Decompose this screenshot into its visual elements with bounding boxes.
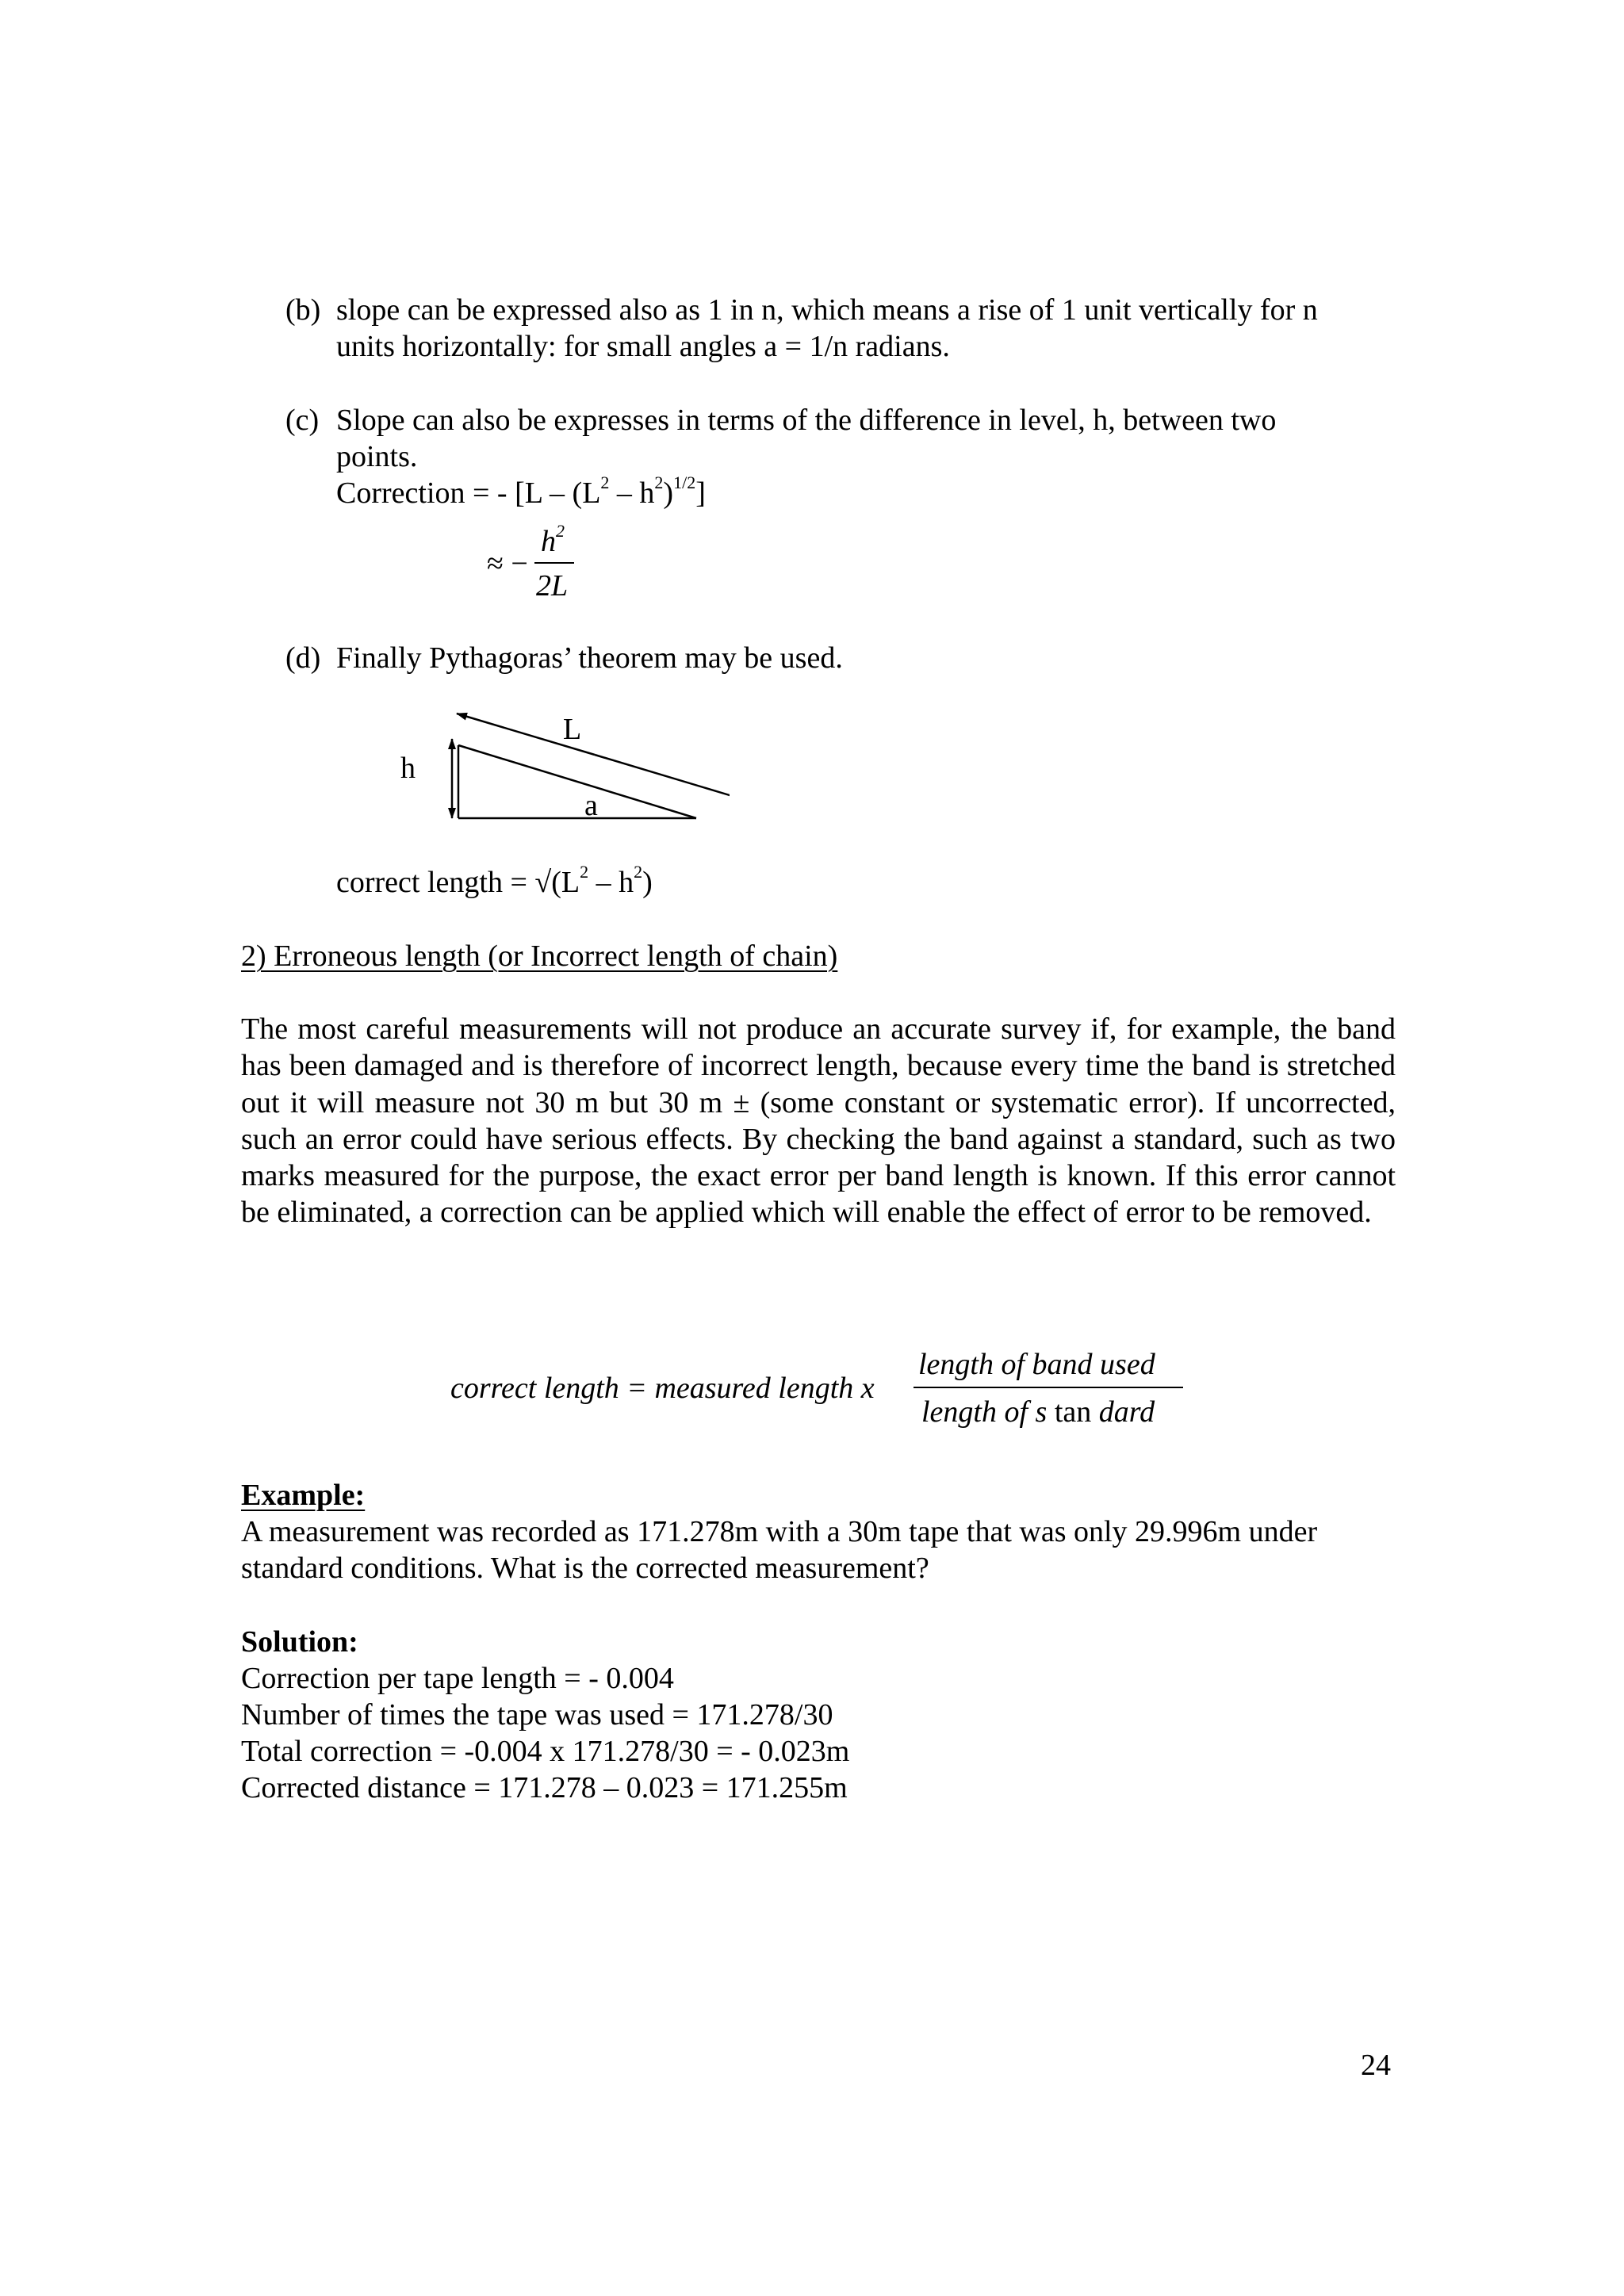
approx-sign: ≈ − [487, 547, 528, 580]
section-heading: 2) Erroneous length (or Incorrect length of chain) [241, 939, 838, 973]
solution-line: Correction per tape length = - 0.004 [241, 1662, 674, 1695]
solution-line: Total correction = -0.004 x 171.278/30 = - 0.023m [241, 1735, 850, 1768]
item-d-marker: (d) [285, 641, 321, 675]
triangle-hypotenuse [458, 745, 696, 818]
formula-denominator: length of s tan dard [921, 1395, 1155, 1429]
section-paragraph: The most careful measurements will not produce an accurate survey if, for example, the band has been damaged and is therefore of incorrect length, because every time the band is stretched out it will measure not 30 m but 30 m ± (some constant or systematic error). If uncorrected, such an error could have serious effects. By checking the band against a standard, such as two marks measured for the purpose, the exact error per band length is known. If this error cannot be eliminated, a correction can be applied which will enable the effect of error to be removed. [241, 1012, 1396, 1230]
approx-fraction-bar [534, 562, 574, 564]
example-line2: standard conditions. What is the corrected measurement? [241, 1552, 929, 1585]
correction-formula: Correction = - $[L - (L^2 - h^2)^{1/2}]$ [336, 473, 706, 510]
diagram-label-h: h [400, 752, 416, 785]
page-number: 24 [1361, 2049, 1391, 2082]
formula-lhs: correct length = measured length x [450, 1372, 875, 1405]
example-heading: Example: [241, 1479, 366, 1512]
item-b-line2: units horizontally: for small angles a = 1/n radians. [336, 330, 950, 363]
solution-line: Number of times the tape was used = 171.278/30 [241, 1698, 833, 1732]
approx-denominator: 2L [536, 569, 569, 603]
approx-numerator: $h^2$ [541, 521, 565, 558]
formula-numerator: length of band used [918, 1348, 1155, 1381]
item-c-marker: (c) [285, 404, 320, 437]
diagram-label-L: L [563, 713, 582, 746]
item-c-line2: points. [336, 440, 418, 473]
item-d-line1: Finally Pythagoras’ theorem may be used. [336, 641, 843, 675]
solution-heading: Solution: [241, 1625, 358, 1659]
pythagoras-correct-length: correct length = $√(L^2 - h^2)$ [336, 862, 653, 899]
item-b-line1: slope can be expressed also as 1 in n, which means a rise of 1 unit vertically for n [336, 293, 1318, 327]
length-arrow-right [595, 755, 730, 809]
item-b-marker: (b) [285, 293, 321, 327]
item-c-line1: Slope can also be expresses in terms of the difference in level, h, between two [336, 404, 1277, 437]
solution-line: Corrected distance = 171.278 – 0.023 = 171.255m [241, 1771, 848, 1804]
example-line1: A measurement was recorded as 171.278m with a 30m tape that was only 29.996m under [241, 1515, 1318, 1548]
formula-fraction-bar [914, 1387, 1183, 1388]
diagram-label-a: a [584, 789, 598, 822]
